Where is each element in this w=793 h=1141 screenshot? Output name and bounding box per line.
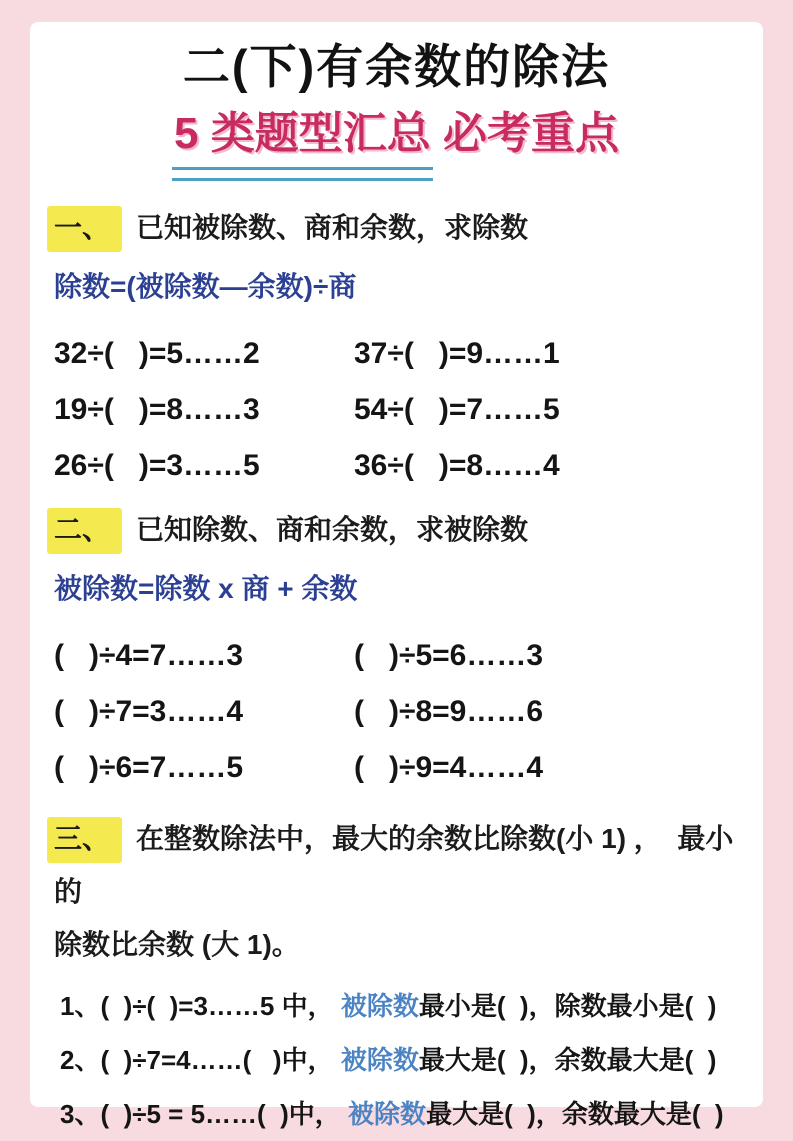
section-2 [54, 506, 739, 796]
section-1 [54, 204, 739, 494]
equation: ( )÷8=9……6 [354, 695, 544, 728]
section-2-marker: 二、 [47, 508, 122, 554]
equation: 26÷( )=3……5 [54, 449, 260, 482]
item-suffix: 最小是( )，除数最小是( ) [418, 991, 717, 1021]
equation: ( )÷9=4……4 [354, 751, 544, 784]
equation: ( )÷6=7……5 [54, 751, 244, 784]
section-2-formula: 被除数=除数 x 商 + 余数 [54, 573, 358, 604]
item-highlighted-term: 被除数 [340, 991, 419, 1021]
section-1-heading-row [54, 204, 739, 252]
section-3-marker: 三、 [47, 817, 122, 863]
subtitle-rest-part: 必考重点 [430, 109, 619, 158]
page-subtitle [54, 108, 739, 160]
item-suffix: 最大是( )，余数最大是( ) [418, 1045, 717, 1075]
item-highlighted-term: 被除数 [348, 1099, 427, 1129]
section-3-heading-row [54, 812, 739, 971]
equation: 37÷( )=9……1 [354, 337, 560, 370]
section-2-heading: 已知除数、商和余数，求被除数 [136, 514, 529, 545]
section-3-heading-line1: 在整数除法中，最大的余数比除数(小 1) ， 最小的 [54, 823, 734, 907]
item-prefix: 2、( )÷7=4……( )中， [60, 1045, 341, 1075]
section-2-equations [54, 628, 739, 796]
section-1-heading: 已知被除数、商和余数，求除数 [136, 212, 529, 243]
item-prefix: 3、( )÷5 = 5……( )中， [60, 1099, 349, 1129]
section-1-marker: 一、 [47, 206, 122, 252]
section-1-equations [54, 326, 739, 494]
exercise-item-1 [54, 979, 739, 1033]
section-3-heading-line2: 除数比余数 (大 1)。 [54, 929, 300, 960]
section-3-items [54, 979, 739, 1141]
worksheet-card [30, 22, 763, 1129]
exercise-item-3 [54, 1087, 739, 1141]
section-2-heading-row [54, 506, 739, 554]
equation: 54÷( )=7……5 [354, 393, 560, 426]
section-1-formula: 除数=(被除数—余数)÷商 [54, 271, 357, 302]
equation: 36÷( )=8……4 [354, 449, 560, 482]
page-title: 二(下)有余数的除法 [182, 40, 611, 93]
item-prefix: 1、( )÷( )=3……5 中， [60, 991, 341, 1021]
equation: 32÷( )=5……2 [54, 337, 260, 370]
section-3 [54, 812, 739, 1141]
exercise-item-2 [54, 1033, 739, 1087]
equation: ( )÷4=7……3 [54, 639, 244, 672]
equation: 19÷( )=8……3 [54, 393, 260, 426]
item-suffix: 最大是( )，余数最大是( ) [426, 1099, 724, 1129]
item-highlighted-term: 被除数 [340, 1045, 419, 1075]
subtitle-underlined-part: 5 类题型汇总 [174, 109, 431, 158]
equation: ( )÷5=6……3 [354, 639, 544, 672]
equation: ( )÷7=3……4 [54, 695, 244, 728]
